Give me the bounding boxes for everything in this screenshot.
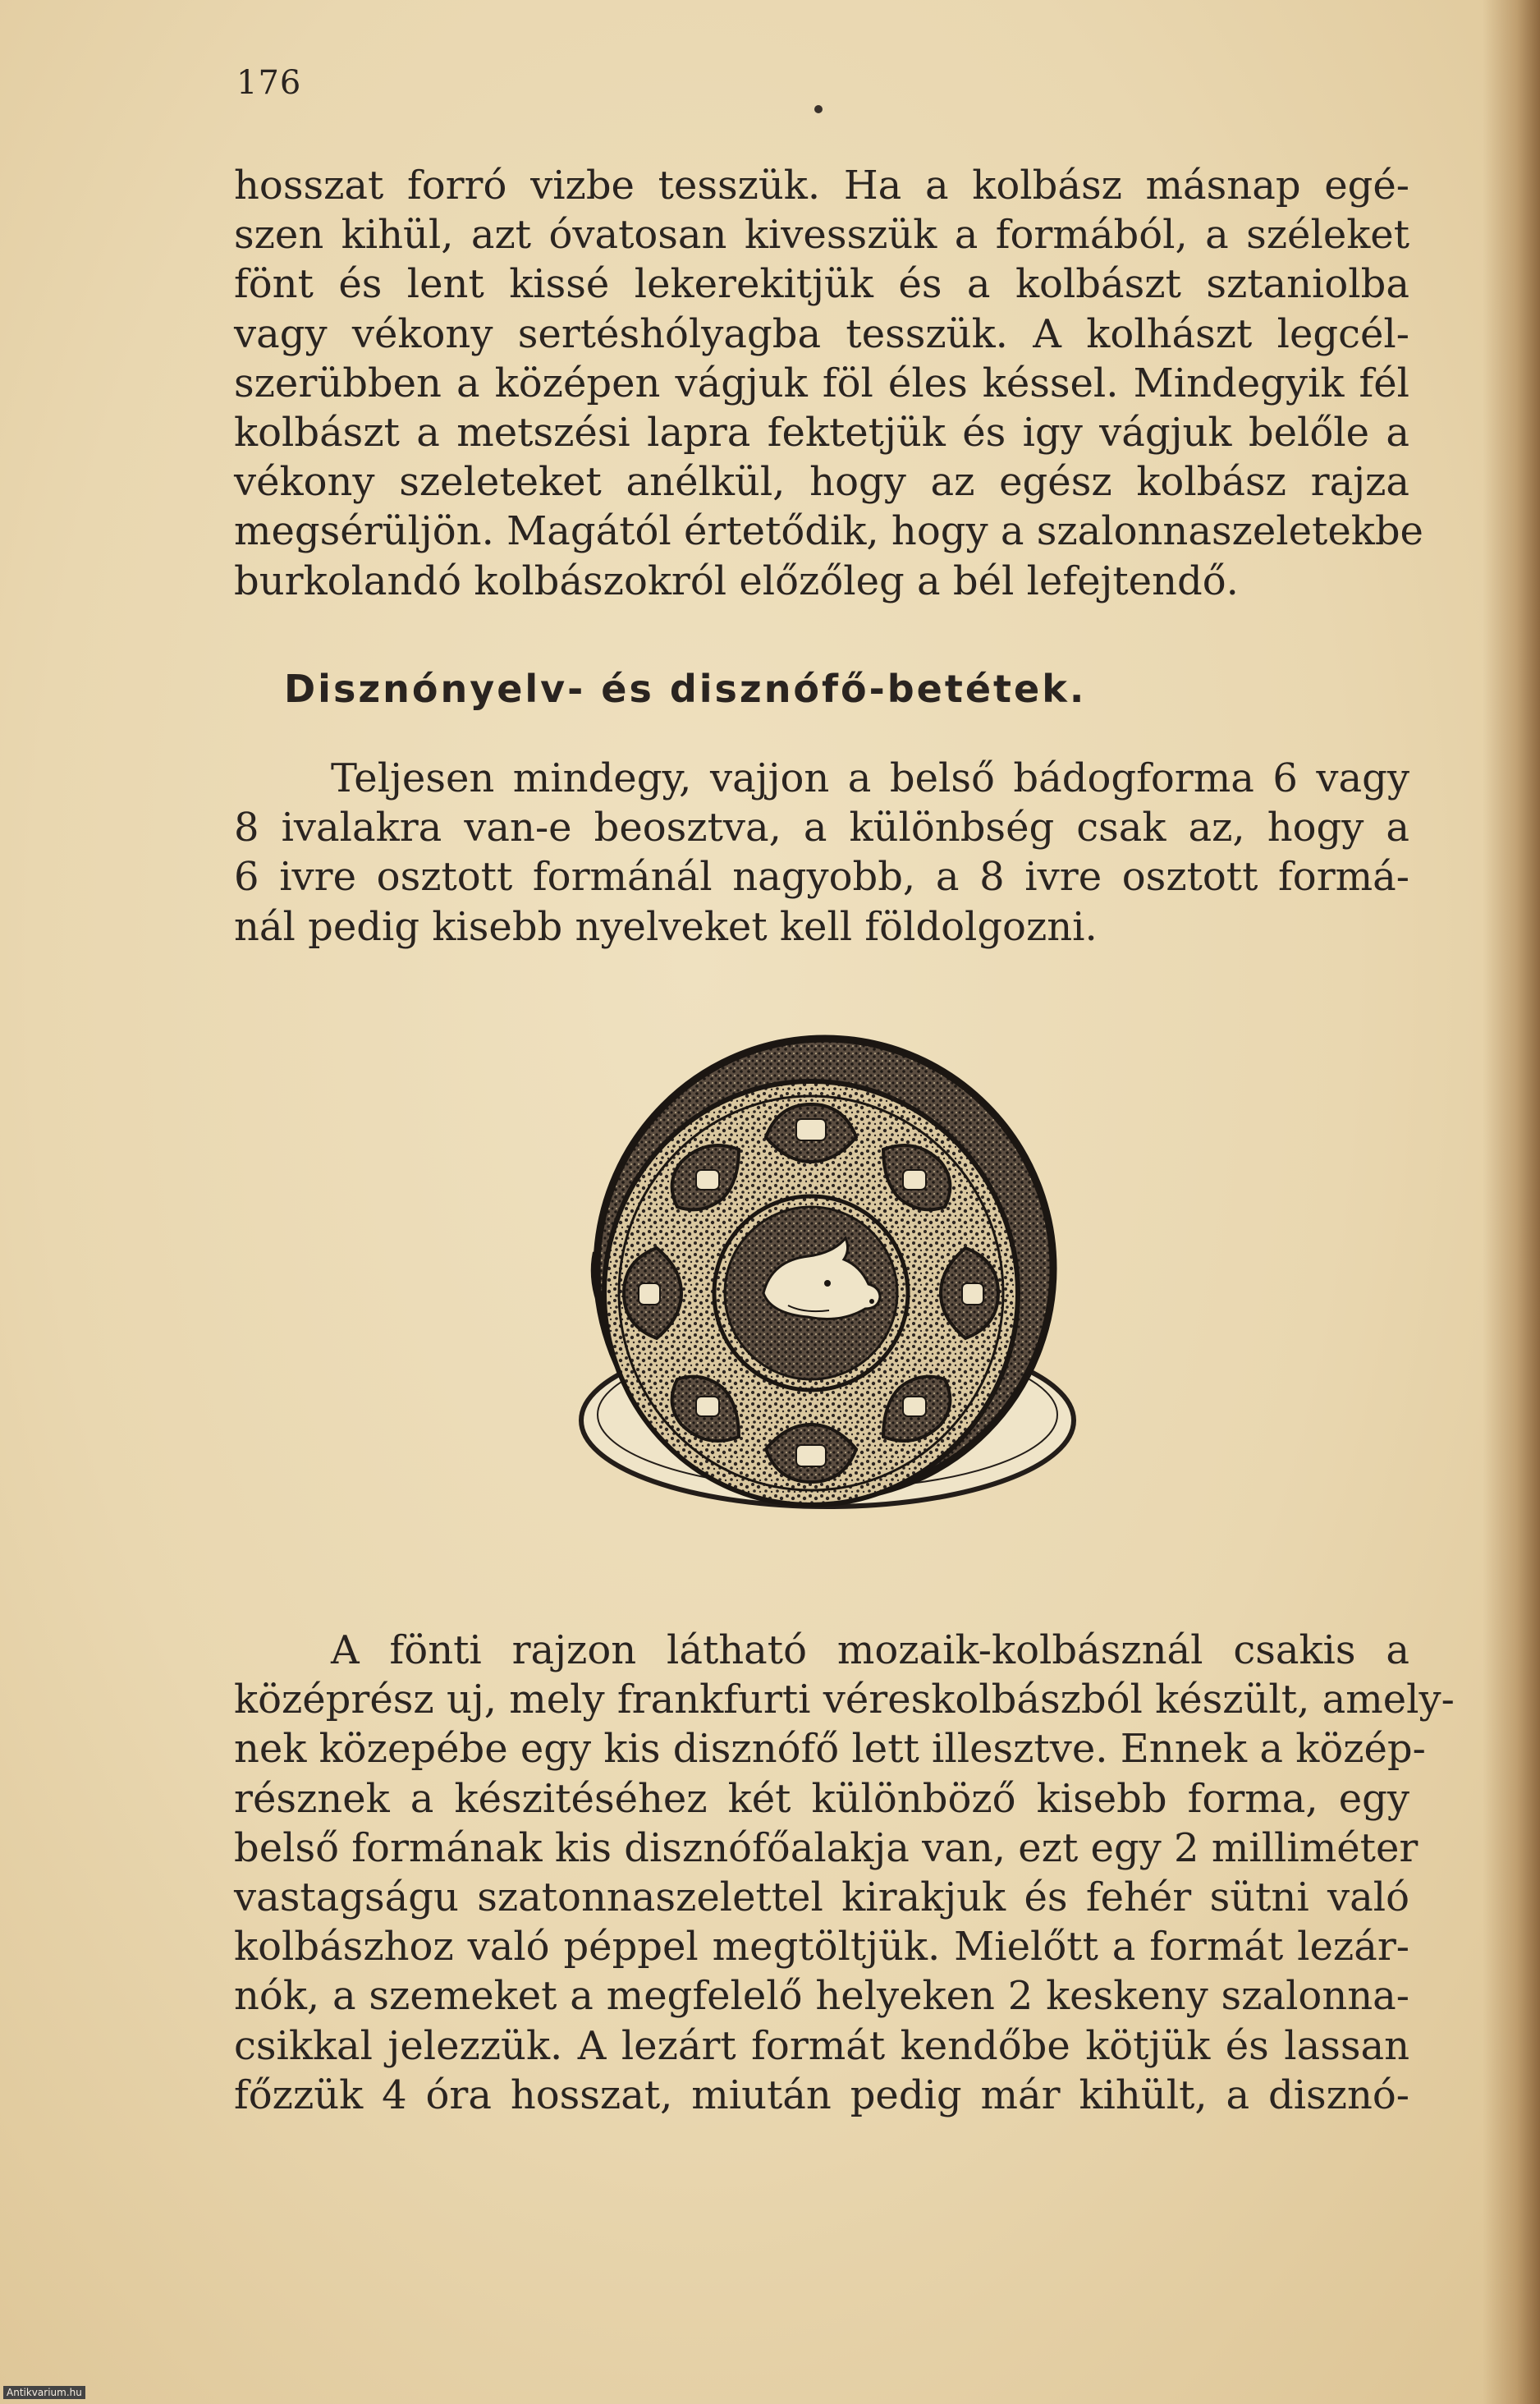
text-line: nek közepébe egy kis disznófő lett illesztve. Ennek a közép-	[234, 1726, 1426, 1773]
section-heading: Disznónyelv- és disznófő-betétek.	[284, 667, 1087, 711]
watermark: Antikvarium.hu	[3, 2386, 85, 2399]
text-line: középrész uj, mely frankfurti véreskolbászból készült, amely-	[234, 1677, 1455, 1723]
text-line: fönt és lent kissé lekerekitjük és a kolbászt sztaniolba	[234, 261, 1409, 308]
text-line: 6 ivre osztott formánál nagyobb, a 8 ivre osztott formá-	[234, 854, 1409, 901]
text-line: nál pedig kisebb nyelveket kell földolgozni.	[234, 903, 1098, 950]
text-line: résznek a készitéséhez két különböző kisebb forma, egy	[234, 1775, 1409, 1822]
text-line: vastagságu szatonnaszelettel kirakjuk és fehér sütni való	[234, 1874, 1409, 1921]
text-line: vékony szeleteket anélkül, hogy az egész kolbász rajza	[234, 459, 1409, 506]
page-spine-shadow	[1483, 0, 1540, 2404]
paragraph-2	[234, 754, 1409, 952]
ink-dot	[814, 105, 823, 113]
text-line: szen kihül, azt óvatosan kivesszük a formából, a széleket	[234, 212, 1409, 259]
mosaic-sausage-illustration	[566, 1022, 1092, 1531]
paragraph-1	[234, 161, 1423, 606]
text-line: nók, a szemeket a megfelelő helyeken 2 keskeny szalonna-	[234, 1973, 1409, 2020]
sausage-cross-section-icon	[566, 1022, 1092, 1531]
text-line: Teljesen mindegy, vajjon a belső bádogforma 6 vagy	[331, 755, 1409, 801]
text-line: megsérüljön. Magától értetődik, hogy a szalonnaszeletekbe	[234, 508, 1423, 555]
text-line: hosszat forró vizbe tesszük. Ha a kolbász másnap egé-	[234, 163, 1409, 209]
text-line: kolbászhoz való péppel megtöltjük. Mielőtt a formát lezár-	[234, 1924, 1409, 1970]
text-line: szerübben a középen vágjuk föl éles késsel. Mindegyik fél	[234, 360, 1409, 406]
paragraph-3	[234, 1626, 1455, 2120]
text-line: 8 ivalakra van-e beosztva, a különbség csak az, hogy a	[234, 805, 1409, 851]
page-number: 176	[236, 64, 302, 102]
text-line: csikkal jelezzük. A lezárt formát kendőbe kötjük és lassan	[234, 2022, 1409, 2069]
text-line: főzzük 4 óra hosszat, miután pedig már kihült, a disznó-	[234, 2071, 1409, 2118]
text-line: A fönti rajzon látható mozaik-kolbásznál csakis a	[331, 1627, 1409, 1673]
text-line: kolbászt a metszési lapra fektetjük és igy vágjuk belőle a	[234, 410, 1409, 456]
text-line: vagy vékony sertéshólyagba tesszük. A kolhászt legcél-	[234, 310, 1409, 357]
text-line: belső formának kis disznófőalakja van, ezt egy 2 milliméter	[234, 1824, 1419, 1871]
text-line: burkolandó kolbászokról előzőleg a bél lefejtendő.	[234, 557, 1239, 604]
